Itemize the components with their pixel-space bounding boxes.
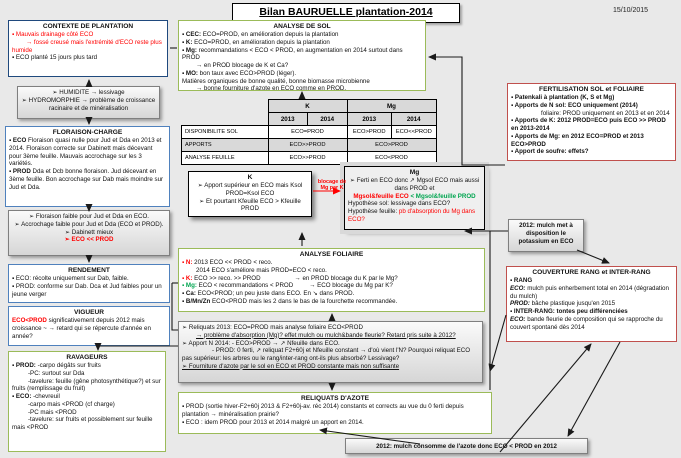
table-corner-cell — [182, 100, 269, 113]
mg-conclusion-box — [344, 166, 485, 230]
foliaire-text: ECO<PROD; un peu juste dans ECO. En ↘ dans PROD. — [195, 290, 355, 298]
table-year: 2013 — [347, 113, 392, 126]
analyse-sol-text: ECO=PROD, en amélioration depuis la plantation — [192, 38, 330, 46]
analyse-foliaire-line — [182, 275, 481, 283]
analyse-sol-box — [178, 20, 426, 91]
couverture-line — [510, 300, 673, 308]
couverture-lead: PROD: — [510, 300, 530, 308]
vigueur-title: VIGUEUR — [73, 309, 105, 316]
foliaire-lead: ▪ Mg: — [182, 282, 197, 290]
couverture-line — [510, 285, 673, 301]
analyse-sol-lead: ▪ K: — [182, 38, 193, 46]
reliquats-azote-line: ▪ PROD (sortie hiver-F2+60j 2013 & F2+60j-av. réc 2014) constants et corrects au vue du 0 ferti depuis plantation → minéralisation prairie? — [182, 403, 464, 418]
table-year: 2013 — [268, 113, 308, 126]
reliquats-azote-box — [178, 392, 492, 434]
analyse-sol-text: ECO=PROD, en amélioration depuis la plantation — [201, 31, 339, 39]
rendement-title: RENDEMENT — [68, 267, 110, 274]
contexte-line: ▪ Mauvais drainage côté ECO — [12, 31, 94, 39]
foliaire-note: → en PROD blocage du K par le Mg? — [294, 274, 398, 282]
floraison-summary-line: ➢ Floraison faible pour Jud et Dda en ECO. — [28, 213, 150, 220]
table-header-mg: Mg — [347, 100, 436, 113]
reliquats-note-line: ➢ Fourniture d'azote par le sol en ECO et PROD constante mais non suffisante — [182, 362, 400, 370]
ravageurs-line — [12, 393, 162, 401]
foliaire-text: ECO >> reco. >> PROD — [192, 274, 261, 282]
ravageurs-line: -PC: surtout sur Dda — [28, 369, 85, 377]
analyse-sol-line — [182, 31, 422, 39]
mg-box-red: Mgsol&feuille ECO — [353, 192, 409, 200]
ravageurs-line: -tavelure: sur fruits et possiblement sur feuille mais <PROD — [12, 416, 153, 432]
ravageurs-title: RAVAGEURS — [66, 354, 108, 361]
ravageurs-text: -carpo dégâts sur fruits — [35, 362, 101, 370]
foliaire-lead: ▪ Ca: — [182, 290, 196, 298]
mg-box-line: ➢ Ferti en ECO donc ↗ Mgsol ECO mais aussi dans PROD et — [349, 177, 480, 192]
table-header-k: K — [268, 100, 347, 113]
table-row-label: APPORTS — [182, 139, 269, 152]
table-year: 2014 — [308, 113, 348, 126]
foliaire-lead: ▪ B/Mn/Zn — [182, 297, 211, 305]
couverture-text: bande fleurie de composition qui se rapproche du couvert spontané dès 2014 — [510, 315, 663, 331]
rendement-line: ▪ PROD: conforme sur Dab. Dca et Jud faibles pour un jeune verger — [12, 282, 162, 298]
mg-box-lead: Hypothèse feuille: — [348, 208, 399, 216]
note-2012-potassium-box: 2012: mulch met à disposition le potassium en ECO — [508, 219, 584, 252]
contexte-line: ▪ ECO planté 15 jours plus tard — [12, 54, 98, 62]
vigueur-box — [8, 306, 170, 346]
analyse-sol-lead: ▪ Mg: — [182, 46, 197, 54]
vigueur-lead: ECO<PROD — [12, 317, 47, 325]
fertilisation-title: FERTILISATION SOL et FOLIAIRE — [539, 86, 644, 93]
foliaire-note: → ECO blocage du Mg par K? — [309, 282, 393, 290]
note-2012-azote-box: 2012: mulch consomme de l'azote donc ECO < PROD en 2012 — [345, 438, 588, 454]
date-label: 15/10/2015 — [613, 7, 649, 14]
floraison-line — [9, 168, 166, 191]
analyse-foliaire-line: 2014 ECO s'améliore mais PROD=ECO < reco. — [196, 266, 327, 274]
k-box-line: ➢ Apport supérieur en ECO mais Ksol PROD=Ksol ECO — [197, 182, 303, 197]
analyse-sol-line — [182, 47, 422, 63]
mg-box-red: pb d'absorption du Mg dans ECO? — [348, 208, 476, 223]
foliaire-lead: ▪ N: — [182, 259, 193, 267]
humidite-line: ➢ HUMIDITE → lessivage — [52, 89, 125, 96]
table-cell: ECO>>PROD — [268, 152, 347, 165]
ravageurs-lead: ▪ PROD: — [12, 362, 36, 370]
table-year: 2014 — [392, 113, 437, 126]
rendement-box — [8, 264, 170, 303]
couverture-line: ▪ RANG — [510, 277, 533, 285]
analyse-foliaire-line — [182, 298, 481, 306]
analyse-foliaire-line — [182, 290, 481, 298]
couverture-lead: ECO: — [510, 284, 526, 292]
humidite-line: ➢ HYDROMORPHIE → problème de croissance racinaire et de minéralisation — [21, 96, 156, 112]
mg-box-line — [348, 208, 481, 224]
couverture-lead: ECO: — [510, 315, 526, 323]
floraison-lead: ▪ PROD — [9, 168, 31, 176]
mg-box-title: Mg — [409, 169, 420, 176]
rendement-line: ▪ ECO: récolte uniquement sur Dab, faible. — [12, 275, 129, 283]
floraison-summary-line: ➢ Dabinett mieux — [64, 228, 114, 236]
fertilisation-line: ▪ Apports de K: 2012 PROD=ECO puis ECO >> PROD en 2013-2014 — [511, 117, 666, 133]
foliaire-text: ECO<PROD mais les 2 dans le bas de la fourchette recommandée. — [210, 297, 398, 305]
analyse-sol-title: ANALYSE DE SOL — [273, 23, 331, 30]
floraison-lead: ▪ ECO — [9, 137, 27, 145]
reliquats-note-line: ➢ Reliquats 2013: ECO=PROD mais analyse foliaire ECO<PROD — [182, 324, 363, 331]
analyse-foliaire-line — [182, 259, 481, 267]
table-cell: ECO>PROD — [347, 126, 392, 139]
fertilisation-line: ▪ Apports de Mg: en 2012 ECO=PROD et 2013 ECO>PROD — [511, 132, 644, 148]
reliquats-note-line: → problème d'absorption (Mg)? effet mulch ou mulch&bande fleurie? Retard pris suite à 2012? — [196, 331, 456, 339]
table-cell: ECO>PROD — [347, 139, 436, 152]
ravageurs-text: -chevreuil — [31, 393, 60, 401]
analyse-sol-line: → bonne fourniture d'azote en ECO comme en PROD. — [196, 85, 347, 91]
floraison-line — [9, 137, 166, 168]
couverture-line: ▪ INTER-RANG: tontes peu différenciées — [510, 308, 628, 316]
fertilisation-line: ▪ Apports de N sol: ECO uniquement (2014) — [511, 101, 638, 109]
table-row-label: ANALYSE FEUILLE — [182, 152, 269, 165]
contexte-title: CONTEXTE DE PLANTATION — [42, 23, 134, 30]
table-cell: ECO<PROD — [347, 152, 436, 165]
fertilisation-line: foliaire: PROD uniquement en 2013 et en 2014 — [541, 109, 670, 117]
mg-box-green: < Mgsol&feuille PROD — [408, 192, 476, 200]
foliaire-lead: ▪ K: — [182, 274, 193, 282]
analyse-foliaire-line — [182, 282, 481, 290]
floraison-text: Dda et Dcb bonne floraison. Jud décevant en 3ème feuille. Bon accrochage sur Dab mais moindre sur Jud et Dda. — [9, 168, 164, 191]
analyse-sol-lead: ▪ CEC: — [182, 31, 202, 39]
couverture-title: COUVERTURE RANG et INTER-RANG — [532, 269, 651, 276]
k-box-title: K — [247, 174, 253, 181]
blocage-label: blocage de Mg par K — [317, 179, 347, 192]
floraison-summary-verdict: ➢ ECO << PROD — [64, 236, 114, 244]
ravageurs-line: -tavelure: feuille (gêne photosynthétique?) et sur fruits (remplissage du fruit) — [12, 377, 161, 393]
reliquats-azote-title: RELIQUATS D'AZOTE — [300, 395, 370, 402]
couverture-line — [510, 316, 673, 332]
table-cell: ECO<<PROD — [392, 126, 437, 139]
analyse-sol-lead: ▪ MO: — [182, 69, 198, 77]
reliquats-azote-line: ▪ ECO : idem PROD pour 2013 et 2014 malgré un apport en 2014. — [182, 418, 364, 426]
table-row-label: DISPONIBILITE SOL — [182, 126, 269, 139]
analyse-foliaire-title: ANALYSE FOLIAIRE — [299, 251, 364, 258]
contexte-line: → fossé creusé mais l'extrémité d'ECO reste plus humide — [12, 38, 162, 54]
mg-box-line: Hypothèse sol: lessivage dans ECO? — [348, 200, 451, 208]
ravageurs-line: -PC mais <PROD — [28, 408, 77, 416]
table-cell: ECO>>PROD — [268, 139, 347, 152]
foliaire-text: ECO < recommandations < PROD — [196, 282, 294, 290]
page-title-text: Bilan BAURUELLE plantation-2014 — [259, 6, 433, 18]
ravageurs-line: -carpo mais <PROD (cf charge) — [28, 400, 115, 408]
contexte-plantation-box — [8, 20, 168, 77]
ravageurs-lead: ▪ ECO: — [12, 393, 32, 401]
fertilisation-line: ▪ Patenkali à plantation (K, S et Mg) — [511, 94, 615, 102]
reliquats-note-line: ➢ Apport N 2014: - ECO>PROD → ↗ Nfeuille dans ECO. — [182, 339, 340, 347]
reliquats-note-line: - PROD: 0 ferti, ↗ reliquat F2+60j et Nfeuille constant → d'où vient l'N? Pourquoi reliquat ECO pas supérieur: les arbres ou le rang/inter-rang ont-ils plus absorbé? Lessivage? — [182, 347, 471, 362]
k-box-line: ➢ Et pourtant Kfeuille ECO > Kfeuille PROD — [199, 197, 301, 213]
fertilisation-line: ▪ Apport de soufre: effets? — [511, 148, 589, 156]
analyse-sol-line: → en PROD blocage de K et Ca? — [196, 62, 289, 70]
floraison-text: Floraison quasi nulle pour Jud et Dda en 2013 et 2014. Floraison correcte sur Dabinett mais décevant pour 3ème feuille. Mauvais accrochage sur les 3 variétés. — [9, 137, 162, 168]
vigueur-text: significativement depuis 2012 mais croissance ~ → retard qui se répercute d'année en année? — [12, 317, 151, 340]
foliaire-text: 2013 ECO << PROD < reco. — [192, 259, 273, 267]
vigueur-line — [12, 317, 166, 340]
ravageurs-line — [12, 362, 162, 370]
humidite-note-box — [17, 86, 160, 119]
ravageurs-box — [8, 351, 166, 452]
analyse-sol-line — [182, 39, 422, 47]
floraison-title: FLORAISON-CHARGE — [52, 129, 123, 136]
k-mg-comparison-table — [181, 99, 437, 165]
k-conclusion-box — [188, 171, 312, 217]
floraison-charge-box — [5, 126, 170, 207]
analyse-sol-line — [182, 70, 422, 78]
floraison-summary-line: ➢ Accrochage faible pour Jud et Dda (ECO et PROD). — [14, 220, 164, 228]
analyse-sol-text: recommandations < ECO < PROD, en augmentation en 2014 surtout dans PROD — [182, 46, 403, 62]
table-corner-cell — [182, 113, 269, 126]
reliquats-discussion-box — [178, 321, 483, 383]
couverture-text: bâche plastique jusqu'en 2015 — [529, 300, 616, 308]
analyse-sol-line: Matières organiques de bonne qualité, bonne biomasse microbienne — [182, 77, 370, 85]
couverture-box — [506, 266, 677, 342]
analyse-foliaire-box — [178, 248, 485, 312]
mg-box-line — [348, 193, 481, 201]
analyse-sol-text: bon taux avec ECO>PROD (léger). — [197, 69, 297, 77]
couverture-text: mulch puis enherbement total en 2014 (dégradation du mulch) — [510, 284, 669, 300]
table-cell: ECO=PROD — [268, 126, 347, 139]
fertilisation-box — [507, 83, 676, 161]
floraison-summary-box — [8, 210, 170, 256]
